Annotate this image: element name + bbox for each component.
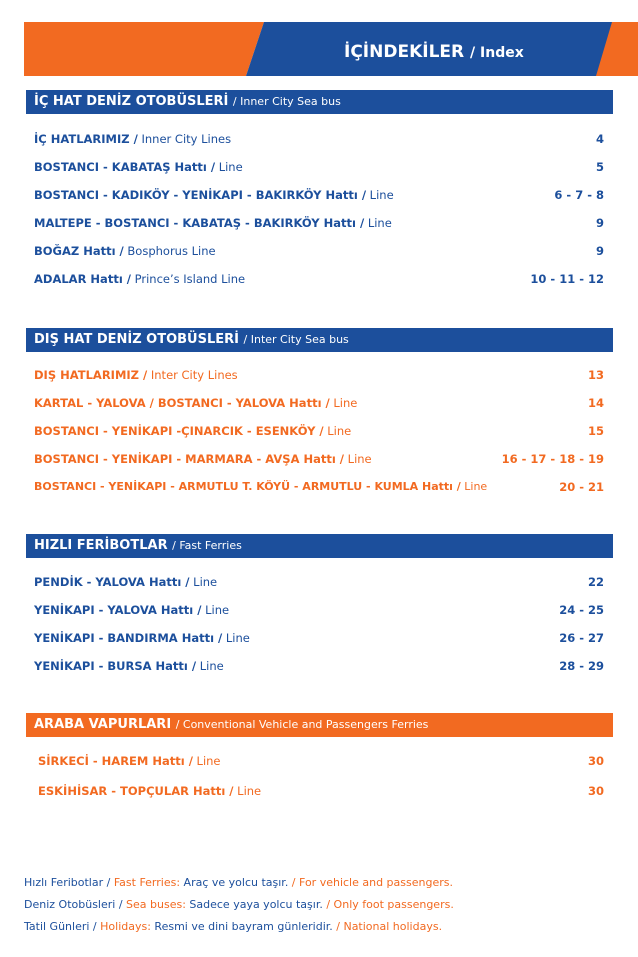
- entry-name: İÇ HATLARIMIZ /: [34, 132, 138, 146]
- toc-entry[interactable]: [38, 754, 604, 774]
- page-number: 28 - 29: [559, 659, 604, 673]
- entry-name: ADALAR Hattı /: [34, 272, 131, 286]
- toc-entry[interactable]: [34, 216, 604, 236]
- entry-en: Line: [201, 603, 230, 617]
- toc-entry[interactable]: [34, 160, 604, 180]
- toc-entry[interactable]: [34, 188, 604, 208]
- footnote-label-en: Sea buses:: [122, 898, 186, 911]
- entry-name: ESKİHİSAR - TOPÇULAR Hattı /: [38, 784, 234, 798]
- entry-en: Inner City Lines: [137, 132, 232, 146]
- entry-en: Line: [233, 784, 262, 798]
- page-number: 30: [587, 754, 604, 768]
- entry-name: BOSTANCI - YENİKAPI - MARMARA - AVŞA Hattı /: [34, 452, 344, 466]
- section-header-fast-ferries: [26, 534, 613, 558]
- entry-name: BOSTANCI - KABATAŞ Hattı /: [34, 160, 216, 174]
- toc-entry[interactable]: [34, 132, 604, 152]
- section-title: ARABA VAPURLARI: [34, 717, 172, 732]
- entry-name: YENİKAPI - BANDIRMA Hattı /: [34, 631, 223, 645]
- entry-name: YENİKAPI - BURSA Hattı /: [34, 659, 197, 673]
- footnote-desc: Resmi ve dini bayram günleridir.: [150, 920, 333, 933]
- section-title: İÇ HAT DENİZ OTOBÜSLERİ: [34, 94, 229, 109]
- entry-en: Line: [364, 216, 392, 230]
- entry-en: Line: [344, 452, 372, 466]
- entry-en: Line: [460, 480, 488, 493]
- entry-name: MALTEPE - BOSTANCI - KABATAŞ - BAKIRKÖY Hattı /: [34, 216, 365, 230]
- page-title-en: / Index: [470, 45, 524, 61]
- footnote-label-en: Fast Ferries:: [110, 876, 181, 889]
- section-subtitle: / Inter City Sea bus: [243, 333, 349, 346]
- section-subtitle: / Conventional Vehicle and Passengers Ferries: [175, 718, 429, 731]
- entry-name: BOSTANCI - KADIKÖY - YENİKAPI - BAKIRKÖY Hattı /: [34, 188, 367, 202]
- entry-en: Line: [323, 424, 352, 438]
- footnote-label: Tatil Günleri /: [24, 920, 97, 933]
- toc-entry[interactable]: [38, 784, 604, 804]
- entry-en: Line: [366, 188, 394, 202]
- entry-en: Line: [192, 754, 221, 768]
- page-number: 9: [595, 244, 604, 258]
- page-number: 22: [587, 575, 604, 589]
- section-header-inter-city: [26, 328, 613, 352]
- page-number: 20 - 21: [559, 480, 604, 494]
- entry-en: Line: [189, 575, 218, 589]
- entry-en: Prince’s Island Line: [130, 272, 246, 286]
- toc-entry[interactable]: [34, 452, 604, 472]
- footnote-label-en: Holidays:: [96, 920, 151, 933]
- toc-entry[interactable]: [34, 396, 604, 416]
- page-number: 16 - 17 - 18 - 19: [501, 452, 604, 466]
- entry-name: KARTAL - YALOVA / BOSTANCI - YALOVA Hattı /: [34, 396, 330, 410]
- section-subtitle: / Inner City Sea bus: [232, 95, 341, 108]
- footnote-sea-buses: [24, 898, 454, 911]
- section-title: HIZLI FERİBOTLAR: [34, 538, 168, 553]
- toc-entry[interactable]: [34, 368, 604, 388]
- section-title: DIŞ HAT DENİZ OTOBÜSLERİ: [34, 332, 239, 347]
- toc-entry[interactable]: [34, 424, 604, 444]
- page-title: [344, 42, 524, 72]
- toc-entry[interactable]: [34, 272, 604, 292]
- section-header-car-ferries: [26, 713, 613, 737]
- section-subtitle: / Fast Ferries: [172, 539, 242, 552]
- page-number: 10 - 11 - 12: [530, 272, 604, 286]
- page-number: 13: [587, 368, 604, 382]
- page-number: 30: [587, 784, 604, 798]
- entry-name: YENİKAPI - YALOVA Hattı /: [34, 603, 202, 617]
- toc-entry[interactable]: [34, 480, 604, 500]
- entry-en: Line: [329, 396, 358, 410]
- toc-entry[interactable]: [34, 631, 604, 651]
- banner-orange-block: [24, 22, 264, 76]
- footnote-desc-en: / For vehicle and passengers.: [288, 876, 453, 889]
- footnote-label: Deniz Otobüsleri /: [24, 898, 123, 911]
- footnote-desc: Sadece yaya yolcu taşır.: [185, 898, 323, 911]
- entry-name: SİRKECİ - HAREM Hattı /: [38, 754, 193, 768]
- page-number: 9: [595, 216, 604, 230]
- page-number: 26 - 27: [559, 631, 604, 645]
- footnote-holidays: [24, 920, 442, 933]
- page-number: 24 - 25: [559, 603, 604, 617]
- entry-name: BOSTANCI - YENİKAPI -ÇINARCIK - ESENKÖY /: [34, 424, 324, 438]
- footnote-desc-en: / National holidays.: [332, 920, 443, 933]
- toc-entry[interactable]: [34, 603, 604, 623]
- entry-name: PENDİK - YALOVA Hattı /: [34, 575, 190, 589]
- banner-background: [24, 22, 638, 76]
- footnote-label: Hızlı Feribotlar /: [24, 876, 111, 889]
- entry-en: Line: [215, 160, 243, 174]
- footnote-desc: Araç ve yolcu taşır.: [180, 876, 289, 889]
- page-number: 4: [595, 132, 604, 146]
- entry-en: Line: [222, 631, 250, 645]
- page-number: 14: [587, 396, 604, 410]
- toc-entry[interactable]: [34, 575, 604, 595]
- page-title-tr: İÇİNDEKİLER: [344, 42, 465, 62]
- footnote-desc-en: / Only foot passengers.: [322, 898, 454, 911]
- entry-name: BOSTANCI - YENİKAPI - ARMUTLU T. KÖYÜ - ARMUTLU - KUMLA Hattı /: [34, 480, 461, 493]
- entry-name: BOĞAZ Hattı /: [34, 244, 124, 258]
- entry-en: Inter City Lines: [147, 368, 238, 382]
- toc-entry[interactable]: [34, 244, 604, 264]
- page-number: 6 - 7 - 8: [554, 188, 604, 202]
- index-banner: [24, 22, 638, 76]
- entry-en: Line: [196, 659, 224, 673]
- footnote-fast-ferries: [24, 876, 453, 889]
- entry-name: DIŞ HATLARIMIZ /: [34, 368, 148, 382]
- section-header-inner-city: [26, 90, 613, 114]
- toc-entry[interactable]: [34, 659, 604, 679]
- page-number: 5: [595, 160, 604, 174]
- entry-en: Bosphorus Line: [123, 244, 216, 258]
- page-number: 15: [587, 424, 604, 438]
